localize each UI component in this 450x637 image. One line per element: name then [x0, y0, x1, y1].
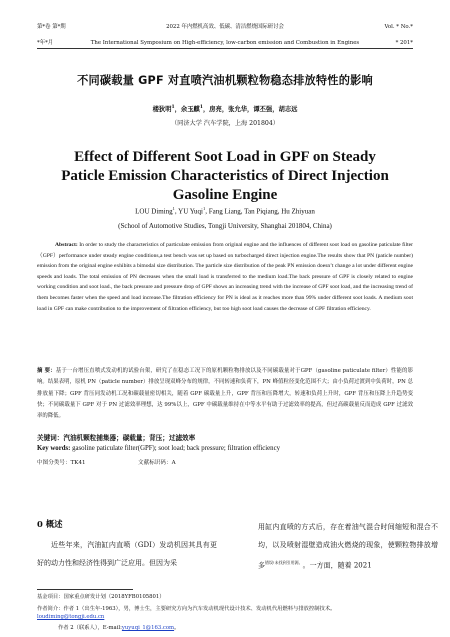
keywords-en — [37, 445, 413, 452]
doc-code-value: A — [171, 460, 176, 466]
doc-code-label: 文献标识码： — [138, 460, 172, 466]
header-rule — [37, 48, 413, 49]
keywords-value-en: gasoline paticulate filter(GPF); soot load; back pressure; filtration efficiency — [72, 445, 280, 452]
footnote-fund: 基金项目：国家重点研发计划（2018YFB0105801） — [37, 594, 165, 600]
section-heading: 0 概述 — [37, 519, 63, 529]
author1-info: 作者简介：作者 1（出生年-1963），男，博士生，主要研究方向为汽车发动机现代设计技术、发动机代用燃料与排放控制技术。 — [37, 606, 336, 612]
year-label: * 201* — [395, 40, 413, 46]
footnote-author2 — [58, 624, 413, 632]
abstract-text-zh: 基于一台增压直喷式发动机的试验台架，研究了在稳态工况下的原机颗粒物排放以及不同碳载量对于GPF（gasoline paticulate filter）性能的影响。结果表明，原机 PN（paticle number）排放呈现双峰分布的规律，不同转速和负荷下，PN 峰值粒径变化范围不大；由小负荷过渡到中负荷时，PN 总排放量下降；GPF 背压同发动机工况和碳载量密切相关，随着 GPF 碳载量上升，GPF 背压和压降增大，转速和负荷上升时，GPF 背压和压降上升趋势变快；不同碳载量下 GPF 对于 PN 过滤效率理想，达 99%以上，GPF 中碳载量维持在中等水平有助于过滤效率的提高，但过高碳载量反而造成 GPF 过滤效率的降低。 — [37, 368, 413, 420]
author-name: , YU Yuqi — [174, 207, 203, 216]
author1-email-link[interactable]: loudiming@tongji.edu.cn — [37, 614, 105, 620]
abstract-zh — [37, 366, 413, 422]
author-sup: 1 — [199, 104, 203, 110]
keywords-label-zh: 关键词： — [37, 434, 64, 442]
citation-error: 错误!未找到引用源。 — [265, 560, 303, 565]
footnote-rule — [37, 589, 133, 590]
affiliation-zh: （同济大学 汽车学院，上海 201804） — [171, 120, 279, 127]
author-sup: 1 — [172, 206, 175, 211]
author-sup: 1 — [202, 206, 206, 211]
author2-email-link[interactable]: yuyuqi_1@163.com — [121, 625, 175, 631]
keywords-value-zh: 汽油机颗粒捕集器；碳载量；背压；过滤效率 — [63, 434, 196, 442]
volume-number: Vol. * No.* — [384, 24, 413, 30]
volume-label: 第*卷 第*期 — [37, 24, 66, 30]
author-sup: 1 — [171, 104, 175, 110]
author-list-en — [37, 206, 413, 215]
clc-value: TK41 — [70, 460, 86, 466]
author2-prefix: 作者 2（联系人），E-mail: — [58, 625, 122, 631]
footnote-author1 — [37, 605, 413, 621]
body-text: 。一方面，随着 2021 — [302, 561, 372, 570]
classification-number — [37, 458, 86, 466]
page-title-zh: 不同碳载量 GPF 对直喷汽油机颗粒物稳态排放特性的影响 — [77, 74, 373, 87]
date-label: *年*月 — [37, 40, 54, 46]
body-text-left: 近些年来，汽油缸内直喷（GDI）发动机因其具有更好的动力性和经济性得到广泛应用。但因为采 — [37, 541, 217, 567]
author-names: ，房亮，张允华，谭丕强，胡志远 — [202, 106, 298, 113]
abstract-label: Abstract: — [55, 242, 78, 248]
clc-label: 中图分类号： — [37, 460, 71, 466]
author-names: , Fang Liang, Tan Piqiang, Hu Zhiyuan — [205, 207, 315, 216]
conference-title-zh: 2022 年内燃机高效、低碳、清洁燃烧国际研讨会 — [166, 24, 284, 30]
abstract-label-zh: 摘 要： — [37, 368, 56, 374]
title-line: Gasoline Engine — [172, 187, 278, 203]
author-list-zh — [37, 104, 413, 113]
document-code — [138, 458, 176, 466]
title-line: Paticle Emission Characteristics of Direct Injection — [61, 168, 389, 184]
abstract-en — [37, 240, 413, 314]
author-name: LOU Diming — [135, 207, 173, 216]
author-name: 楼狄明 — [152, 106, 172, 113]
body-text-right — [258, 518, 438, 574]
keywords-label-en: Key words: — [37, 445, 71, 452]
keywords-zh — [37, 432, 413, 442]
page-title-en — [37, 148, 413, 205]
body-text: 用缸内直喷的方式后，存在着油气混合时间缩短和混合不均，以及喷射湿壁造成油火燃烧的现象，使颗粒物排放增多 — [258, 523, 438, 570]
author-name: ，余玉麒 — [174, 106, 200, 113]
affiliation-en: (School of Automotive Studies, Tongji University, Shanghai 201804, China) — [118, 222, 332, 230]
title-line: Effect of Different Soot Load in GPF on Steady — [74, 149, 376, 165]
author2-suffix: 。 — [174, 625, 180, 631]
conference-title-en: The International Symposium on High-efficiency, low-carbon emission and Combustion in Engines — [90, 40, 360, 46]
abstract-text: In order to study the characteristics of particulate emission from original engine and the influences of different soot load on gasoline paticulate filter（GPF）performance under steady engine conditions,a test bench was set up based on turbocharged direct injection engine.The results show that PN (paticle number) emission from the original engine exhibits a bimodal size distribution. The particle size distribution of the peak PN emission doesn’t change a lot under different engine speeds and loads. The total emission of PN decreases when the small load is transferred to the medium load.The back pressure of GPF is closely related to engine working condition and soot load., the back pressure and pressure drop of GPF shows an increasing trend with the increase of GPF soot load, and the increasing trend of them becomes faster when the speed and load increase.The filtration efficiency for PN is ideal as it reaches more than 99% under different soot loads. A medium soot load in GPF can make contribution to the improvement of filtration efficiency, but too high soot load causes the decrease of GPF filtration efficiency. — [37, 242, 413, 312]
